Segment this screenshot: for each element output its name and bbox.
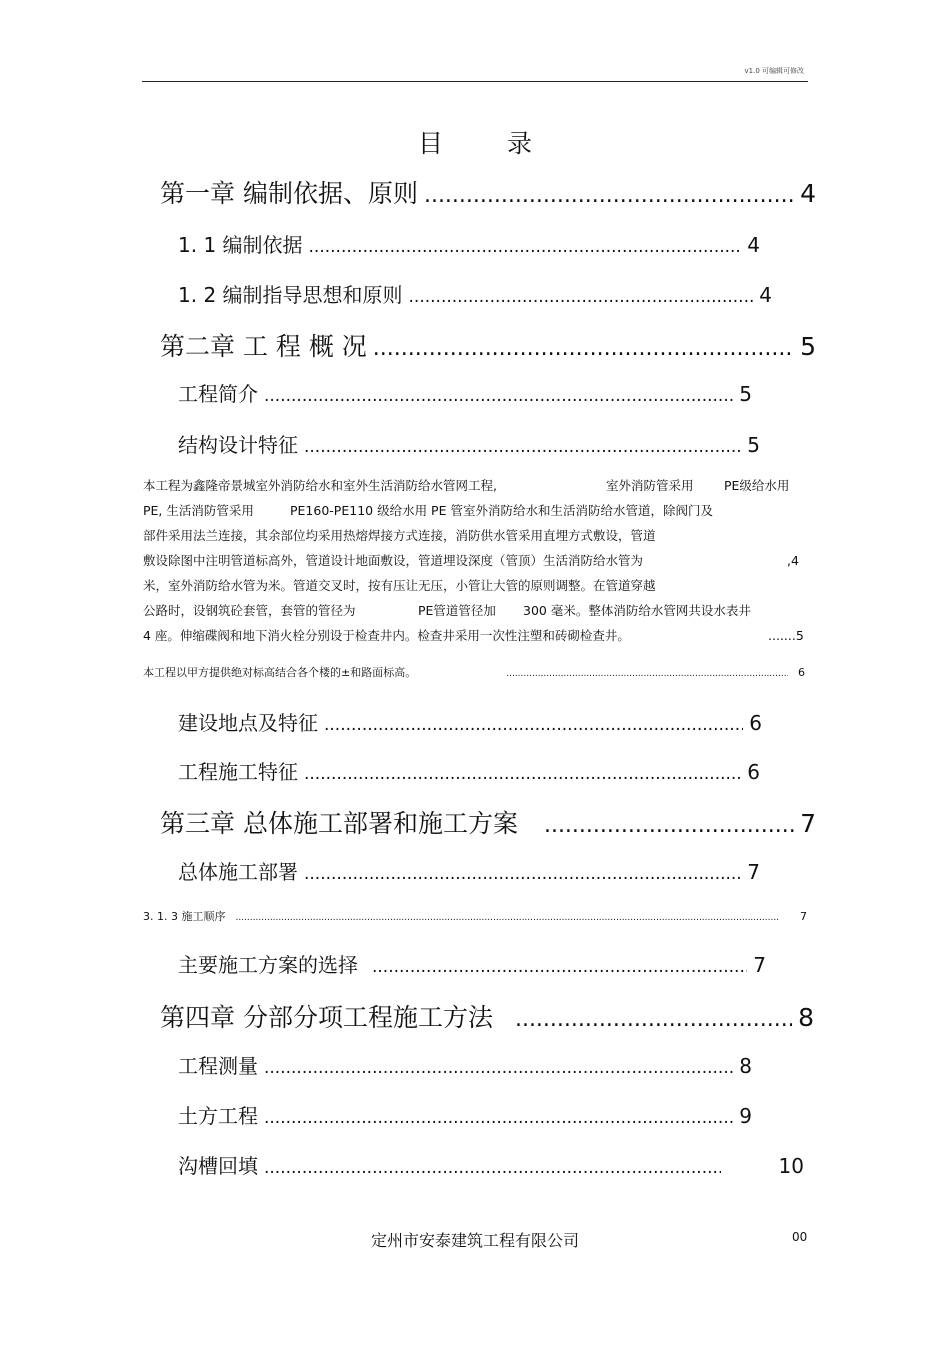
toc-label: 第二章 工 程 概 况 [160,332,367,361]
paragraph-text: PE级给水用 [724,478,790,493]
toc-entry-construction-sequence[interactable] [143,908,807,924]
toc-label: 土方工程 [178,1104,258,1128]
toc-page-number: .......5 [768,628,804,643]
toc-label: 结构设计特征 [178,433,298,457]
toc-leader [264,1158,721,1178]
toc-entry-earthwork[interactable] [178,1100,752,1129]
toc-leader [304,764,741,784]
toc-page-number: 4 [747,233,760,257]
toc-entry-1-1[interactable] [178,229,760,258]
toc-entry-1-2[interactable] [178,279,772,308]
toc-page-number: 7 [753,953,766,977]
paragraph-text: 公路时，设钢筑砼套管，套管的管径为 [143,603,356,618]
toc-page-number: 9 [739,1104,752,1128]
paragraph-text: PE, 生活消防管采用 [143,503,254,518]
toc-page-number: 8 [798,1003,814,1032]
toc-entry-overall-deployment[interactable] [178,856,760,885]
toc-leader [264,1058,733,1078]
toc-label: 1. 2 编制指导思想和原则 [178,283,403,307]
paragraph-text: ,4 [787,553,799,568]
toc-page-number: 7 [800,910,807,923]
toc-page-number: 6 [747,760,760,784]
page-title: 目 录 [418,129,560,158]
header-version-note: v1.0 可编辑可修改 [744,67,804,75]
toc-label: 本工程以甲方提供绝对标高结合各个楼的±和路面标高。 [143,666,417,679]
toc-page-number: 4 [800,179,816,208]
paragraph-text: 米，室外消防给水管为米。管道交叉时，按有压让无压，小管让大管的原则调整。在管道穿越 [143,578,656,593]
toc-entry-chapter-2[interactable] [160,327,816,363]
paragraph-text: 部件采用法兰连接，其余部位均采用热熔焊接方式连接，消防供水管采用直埋方式敷设，管道 [143,528,656,543]
toc-leader [304,437,741,457]
paragraph-text: 4 座。伸缩碟阀和地下消火栓分别设于检查井内。检查井采用一次性注塑和砖砌检查井。 [143,628,630,643]
toc-page-number: 6 [798,666,805,679]
paragraph-text: 室外消防管采用 [606,478,694,493]
paragraph-text: 本工程为鑫隆帝景城室外消防给水和室外生活消防给水管网工程, [143,478,497,493]
toc-page-number: 8 [739,1054,752,1078]
toc-leader [309,237,742,257]
header-rule [142,81,808,82]
toc-entry-chapter-1[interactable] [160,174,816,210]
toc-leader [515,1007,792,1032]
toc-label: 1. 1 编制依据 [178,233,303,257]
toc-page-number: 5 [800,332,816,361]
toc-page-number: 4 [759,283,772,307]
toc-leader [264,386,733,406]
paragraph-text: PE管道管径加 [418,603,496,618]
toc-entry-structure-design[interactable] [178,429,760,458]
toc-page-number: 5 [747,433,760,457]
toc-page-number: 5 [739,382,752,406]
toc-entry-trench-backfill[interactable] [178,1150,804,1179]
toc-leader [264,1108,733,1128]
toc-label: 第一章 编制依据、原则 [160,179,418,208]
toc-label: 沟槽回填 [178,1154,258,1178]
toc-leader [304,864,741,884]
toc-entry-construction-features[interactable] [178,756,760,785]
toc-leader [373,336,794,361]
toc-page-number: 10 [778,1154,804,1178]
toc-page-number: 7 [747,860,760,884]
toc-label: 主要施工方案的选择 [178,953,358,977]
toc-leader [424,183,794,208]
toc-entry-chapter-4[interactable] [160,998,814,1034]
toc-label: 3. 1. 3 施工顺序 [143,910,226,923]
toc-label: 第四章 分部分项工程施工方法 [160,1003,493,1032]
paragraph-text: PE160-PE110 级给水用 PE 管室外消防给水和生活消防给水管道，除阀门及 [290,503,713,518]
paragraph-text: 300 毫米。整体消防给水管网共设水表井 [523,603,751,618]
toc-entry-project-intro[interactable] [178,378,752,407]
toc-label: 总体施工部署 [178,860,298,884]
toc-entry-main-plan[interactable] [178,949,766,978]
toc-entry-site-location[interactable] [178,707,762,736]
toc-entry-chapter-3[interactable] [160,804,816,840]
paragraph-text: 敷设除图中注明管道标高外，管道设计地面敷设，管道埋设深度（管顶）生活消防给水管为 [143,553,644,568]
footer-page-number: 00 [792,1230,808,1244]
toc-entry-elevation-note[interactable] [143,664,805,680]
toc-leader [324,715,743,735]
footer-company-name: 定州市安泰建筑工程有限公司 [370,1231,579,1250]
toc-label: 第三章 总体施工部署和施工方案 [160,809,518,838]
toc-leader [409,287,754,307]
toc-leader [372,957,747,977]
toc-label: 建设地点及特征 [178,711,318,735]
toc-leader [235,913,780,923]
toc-page-number: 6 [749,711,762,735]
toc-label: 工程测量 [178,1054,258,1078]
toc-label: 工程施工特征 [178,760,298,784]
toc-label: 工程简介 [178,382,258,406]
toc-leader [506,669,788,679]
toc-leader [544,813,794,838]
toc-entry-survey[interactable] [178,1050,752,1079]
toc-page-number: 7 [800,809,816,838]
